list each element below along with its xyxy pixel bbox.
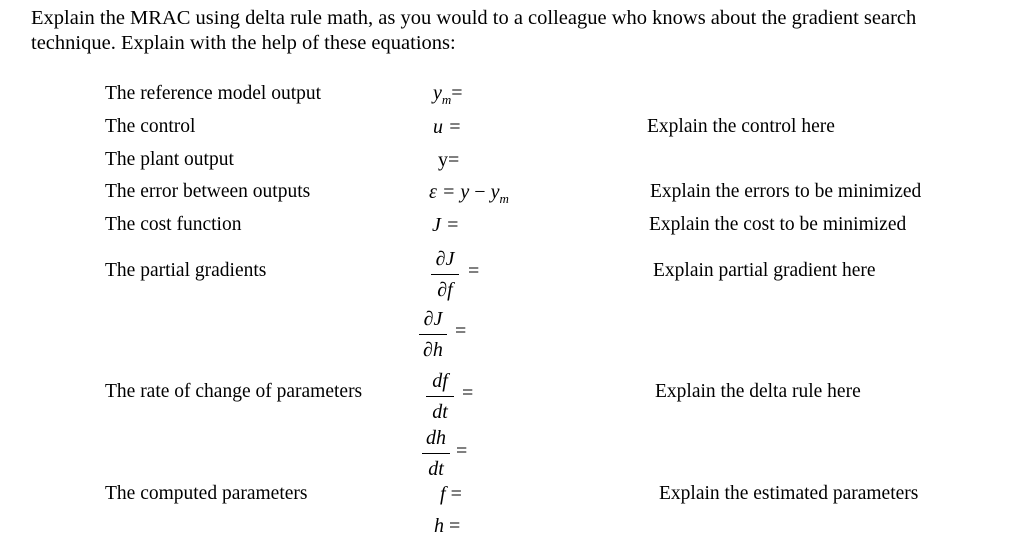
error-y: y xyxy=(460,181,470,203)
control-equation xyxy=(433,116,462,139)
partial-f-fraction xyxy=(431,248,459,301)
partial-gradients-label: The partial gradients xyxy=(105,260,267,281)
question-intro xyxy=(31,6,991,56)
partial-explain: Explain partial gradient here xyxy=(653,260,876,281)
partial-f-denominator: ∂f xyxy=(437,279,453,301)
cost-function-label: The cost function xyxy=(105,214,242,235)
reference-sub: m xyxy=(441,92,452,107)
partial-h-numerator: ∂J xyxy=(423,308,443,330)
partial-f-numerator: ∂J xyxy=(435,248,455,270)
error-minus: − xyxy=(469,181,491,203)
error-ym: y xyxy=(490,181,500,203)
computed-explain: Explain the estimated parameters xyxy=(659,483,919,504)
computed-parameters-label: The computed parameters xyxy=(105,483,308,504)
rate-h-numerator: dh xyxy=(426,427,446,449)
partial-h-denominator: ∂h xyxy=(423,339,443,361)
computed-h-equation xyxy=(434,515,460,538)
reference-model-equation xyxy=(433,82,463,105)
partial-h-equals: = xyxy=(455,320,467,342)
control-lhs: u = xyxy=(433,116,462,138)
rate-f-numerator: df xyxy=(432,370,448,392)
cost-function-equation xyxy=(432,214,459,237)
reference-model-label: The reference model output xyxy=(105,83,322,104)
cost-lhs: J = xyxy=(432,214,460,236)
reference-eq: = xyxy=(451,82,463,104)
cost-explain: Explain the cost to be minimized xyxy=(649,214,907,235)
control-label: The control xyxy=(105,116,196,137)
intro-line-1: Explain the MRAC using delta rule math, as you would to a colleague who knows about the gradient search xyxy=(31,7,917,29)
rate-f-equals: = xyxy=(462,382,474,404)
plant-output-label: The plant output xyxy=(105,149,234,170)
reference-var: y xyxy=(433,82,442,104)
rate-h-fraction xyxy=(422,427,450,480)
plant-output-equation: y= xyxy=(438,149,460,171)
error-explain: Explain the errors to be minimized xyxy=(650,181,922,202)
partial-f-equals: = xyxy=(468,260,480,282)
computed-h-var: h xyxy=(434,515,444,537)
error-label: The error between outputs xyxy=(105,181,311,202)
fraction-bar xyxy=(419,334,447,335)
computed-f-var: f xyxy=(440,483,446,505)
fraction-bar xyxy=(431,274,459,275)
rate-explain: Explain the delta rule here xyxy=(655,381,861,402)
partial-h-fraction xyxy=(419,308,447,361)
rate-of-change-label: The rate of change of parameters xyxy=(105,381,363,402)
error-eps: ε = xyxy=(429,181,461,203)
intro-line-2: technique. Explain with the help of these equations: xyxy=(31,32,456,54)
computed-h-eq: = xyxy=(444,515,461,537)
control-explain: Explain the control here xyxy=(647,116,835,137)
rate-h-denominator: dt xyxy=(428,458,444,480)
fraction-bar xyxy=(422,453,450,454)
rate-f-denominator: dt xyxy=(432,401,448,423)
computed-f-equation xyxy=(440,483,462,506)
error-equation xyxy=(429,181,509,204)
computed-f-eq: = xyxy=(445,483,462,505)
rate-f-fraction xyxy=(426,370,454,423)
rate-h-equals: = xyxy=(456,440,468,462)
error-ym-sub: m xyxy=(499,191,509,206)
fraction-bar xyxy=(426,396,454,397)
